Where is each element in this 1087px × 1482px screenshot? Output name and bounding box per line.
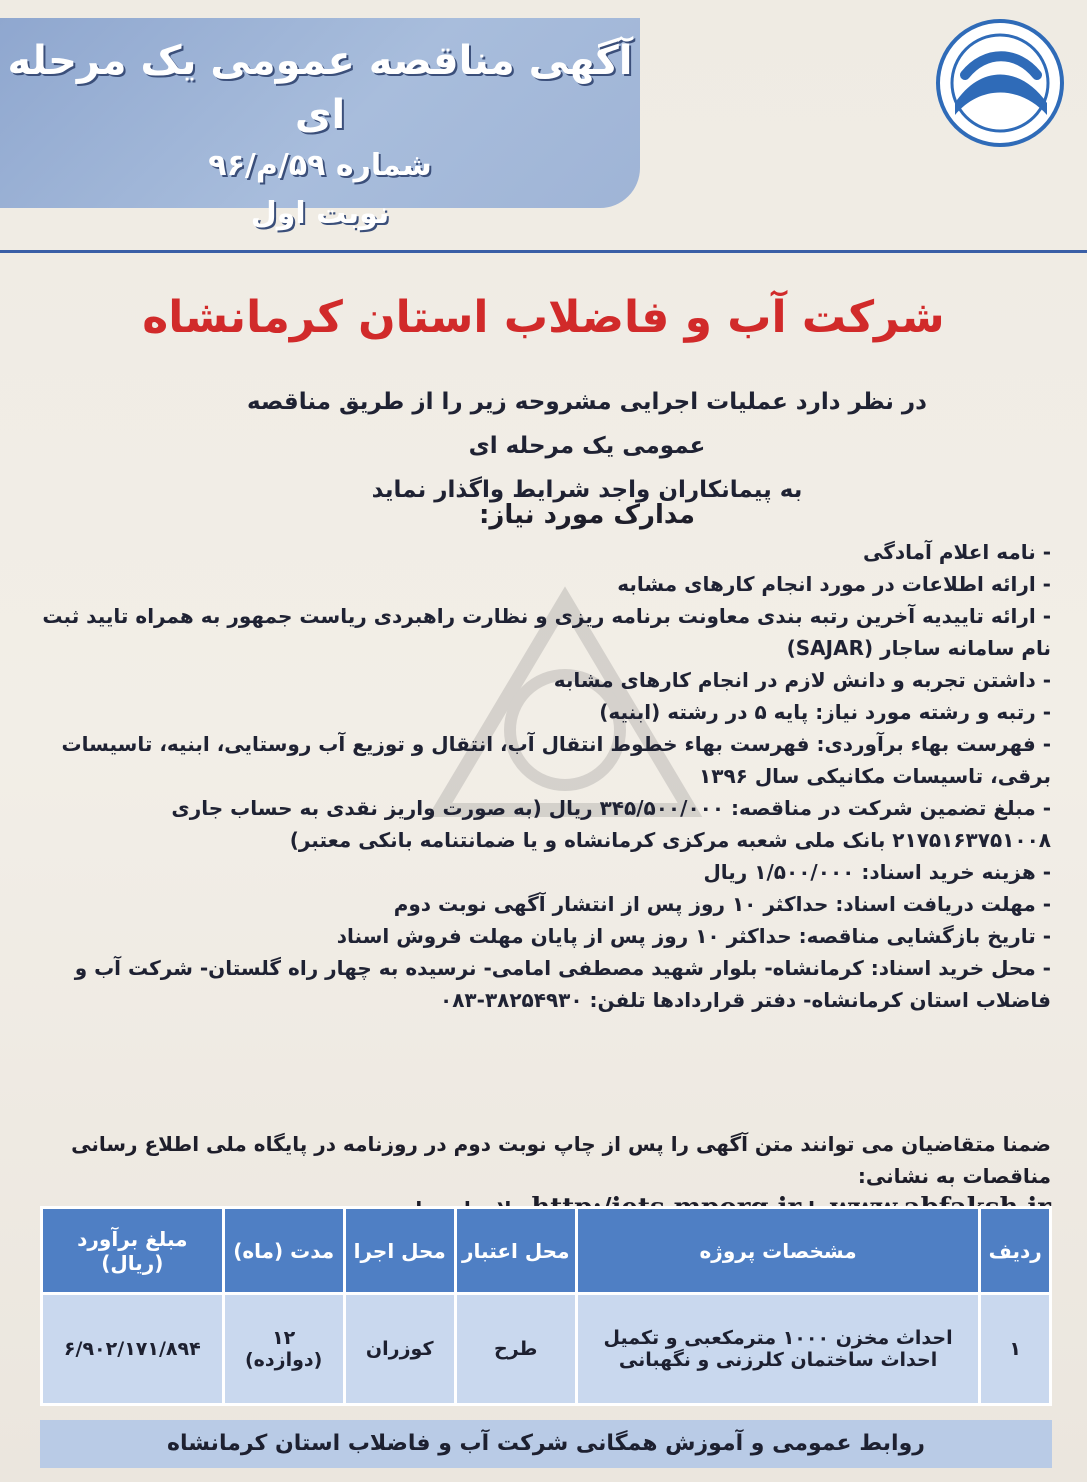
cell-project-specs: احداث مخزن ۱۰۰۰ مترمکعبی و تکمیل احداث ساختمان کلرزنی و نگهبانی xyxy=(576,1294,980,1405)
list-item: - محل خرید اسناد: کرمانشاه- بلوار شهید مصطفی امامی- نرسیده به چهار راه گلستان- شرکت آب و فاضلاب استان کرمانشاه- دفتر قراردادها تلفن: ۳۸۲۵۴۹۳۰-۰۸۳ xyxy=(74,956,1051,1012)
header-rule xyxy=(0,250,1087,253)
cell-estimate: ۶/۹۰۲/۱۷۱/۸۹۴ xyxy=(42,1294,224,1405)
header-funding-source: محل اعتبار xyxy=(455,1208,576,1294)
list-item: - ارائه تاییدیه آخرین رتبه بندی معاونت برنامه ریزی و نظارت راهبردی ریاست جمهور به همراه تایید ثبت نام سامانه ساجار (SAJAR) xyxy=(42,604,1051,660)
list-item: - مبلغ تضمین شرکت در مناقصه: ۳۴۵/۵۰۰/۰۰۰ ریال (به صورت واریز نقدی به حساب جاری ۲۱۷۵۱۶۳۷۵۱۰۰۸ بانک ملی شعبه مرکزی کرمانشاه و یا ضمانتنامه بانکی معتبر) xyxy=(171,796,1051,852)
water-wave-logo-icon xyxy=(925,5,1075,155)
list-item: - رتبه و رشته مورد نیاز: پایه ۵ در رشته (ابنیه) xyxy=(599,700,1051,724)
tender-number: شماره ۵۹/م/۹۶ xyxy=(208,148,432,183)
cell-duration: ۱۲ (دوازده) xyxy=(223,1294,344,1405)
list-item: - داشتن تجربه و دانش لازم در انجام کارهای مشابه xyxy=(553,668,1051,692)
header-estimate: مبلغ برآورد (ریال) xyxy=(42,1208,224,1294)
cell-funding-source: طرح xyxy=(455,1294,576,1405)
cell-row-number: ۱ xyxy=(980,1294,1051,1405)
header-duration: مدت (ماه) xyxy=(223,1208,344,1294)
list-item: - تاریخ بازگشایی مناقصه: حداکثر ۱۰ روز پس از پایان مهلت فروش اسناد xyxy=(336,924,1051,948)
table-row xyxy=(42,1294,1051,1405)
header-row-number: ردیف xyxy=(980,1208,1051,1294)
header-project-specs: مشخصات پروژه xyxy=(576,1208,980,1294)
intro-text xyxy=(207,380,967,512)
list-item: - هزینه خرید اسناد: ۱/۵۰۰/۰۰۰ ریال xyxy=(703,860,1051,884)
table-header-row xyxy=(42,1208,1051,1294)
tender-title: آگهی مناقصه عمومی یک مرحله ای xyxy=(7,38,633,138)
projects-table xyxy=(40,1206,1052,1406)
footer-bar: روابط عمومی و آموزش همگانی شرکت آب و فاضلاب استان کرمانشاه xyxy=(40,1420,1052,1468)
list-item: - مهلت دریافت اسناد: حداکثر ۱۰ روز پس از انتشار آگهی نوبت دوم xyxy=(393,892,1051,916)
list-item: - نامه اعلام آمادگی xyxy=(863,540,1051,564)
company-title: شرکت آب و فاضلاب استان کرمانشاه xyxy=(142,292,945,343)
list-item: - فهرست بهاء برآوردی: فهرست بهاء خطوط انتقال آب، انتقال و توزیع آب روستایی، ابنیه، تاسیسات برقی، تاسیسات مکانیکی سال ۱۳۹۶ xyxy=(61,732,1051,788)
tender-round: نوبت اول xyxy=(250,196,390,231)
header-location: محل اجرا xyxy=(344,1208,455,1294)
tender-banner xyxy=(0,18,640,231)
list-item: - ارائه اطلاعات در مورد انجام کارهای مشابه xyxy=(617,572,1051,596)
intro-line-2: به پیمانکاران واجد شرایط واگذار نماید xyxy=(371,477,803,503)
cell-location: کوزران xyxy=(344,1294,455,1405)
required-documents-title: مدارک مورد نیاز: xyxy=(479,500,695,530)
requirements-list xyxy=(31,536,1051,1016)
links-text: ضمنا متقاضیان می توانند متن آگهی را پس از چاپ نوبت دوم در روزنامه در پایگاه ملی اطلاع رسانی مناقصات به نشانی: xyxy=(71,1132,1051,1188)
intro-line-1: در نظر دارد عملیات اجرایی مشروحه زیر را از طریق مناقصه عمومی یک مرحله ای xyxy=(247,389,927,459)
